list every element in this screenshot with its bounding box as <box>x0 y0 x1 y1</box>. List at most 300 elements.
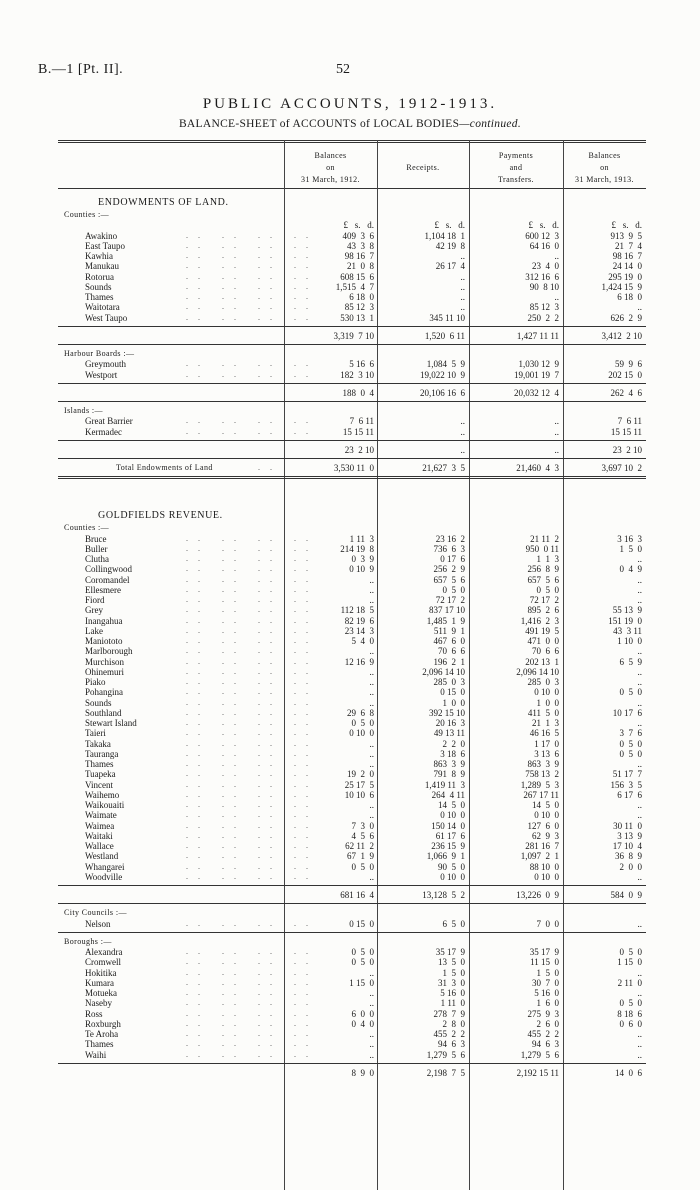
payments-cell: 70 6 6 <box>532 646 559 657</box>
balance-1912-cell: .. <box>369 584 374 595</box>
payments-cell: 72 17 2 <box>529 595 559 605</box>
balance-1913-cell: 17 10 4 <box>612 841 642 851</box>
balance-1912-cell: 0 5 0 <box>351 718 374 728</box>
leader-dots: .. .. .. .. <box>186 1049 318 1059</box>
leader-dots: .. .. .. .. <box>186 977 318 987</box>
row-label: Nelson <box>85 918 111 929</box>
receipts-cell: 0 5 0 <box>442 584 465 595</box>
row-label: Buller <box>85 543 108 554</box>
receipts-cell: 31 3 0 <box>438 977 465 988</box>
table-row <box>58 687 646 697</box>
row-label: Woodville <box>85 871 123 882</box>
leader-dots: .. .. .. .. <box>186 646 318 656</box>
payments-cell: 0 10 0 <box>534 871 559 882</box>
group-heading <box>58 937 646 947</box>
balance-1913-cell: .. <box>637 302 642 313</box>
balance-1913-cell: .. <box>637 554 642 564</box>
receipts-cell: 278 7 9 <box>433 1008 465 1019</box>
balance-1912-cell: 15 15 11 <box>342 426 374 437</box>
section-heading <box>58 198 646 208</box>
balance-1912-cell: 0 15 0 <box>349 918 374 929</box>
column-header-line: Receipts. <box>406 163 440 172</box>
payments-cell: 275 9 3 <box>527 1008 559 1019</box>
balance-1913-cell: 3 13 9 <box>617 830 642 841</box>
row-label: Counties :— <box>64 210 110 219</box>
row-label: Stewart Island <box>85 718 137 728</box>
row-label: Kermadec <box>85 426 122 437</box>
payments-cell: 267 17 11 <box>523 789 559 800</box>
payments-cell: .. <box>554 416 559 427</box>
row-label: Waihi <box>85 1049 107 1060</box>
leader-dots: .. .. .. .. <box>186 281 318 291</box>
row-rule <box>58 1063 646 1064</box>
page-subtitle <box>0 118 700 130</box>
receipts-cell: 2 2 0 <box>442 738 465 749</box>
table-row <box>58 292 646 302</box>
balance-1912-cell: .. <box>369 646 374 657</box>
receipts-cell: 72 17 2 <box>435 595 465 605</box>
balance-1913-cell: 584 0 9 <box>610 890 642 900</box>
balance-1913-cell: 0 5 0 <box>619 687 642 698</box>
leader-dots: .. .. .. .. <box>186 810 318 820</box>
balance-1912-cell: .. <box>369 738 374 749</box>
receipts-cell: 736 6 3 <box>433 543 465 554</box>
balance-1913-cell: 913 9 5 <box>610 230 642 241</box>
balance-1913-cell: .. <box>637 800 642 810</box>
balance-1912-cell: 0 3 9 <box>351 554 374 564</box>
balance-1913-cell: 51 17 7 <box>612 769 642 780</box>
row-label: Great Barrier <box>85 416 133 427</box>
table-row <box>58 251 646 261</box>
receipts-cell: 837 17 10 <box>429 605 465 616</box>
leader-dots: .. .. .. .. <box>186 564 318 574</box>
column-header-line: 31 March, 1913. <box>575 175 634 184</box>
column-header-line: Transfers. <box>498 175 534 184</box>
table-row <box>58 968 646 978</box>
row-label: Alexandra <box>85 947 123 957</box>
table-row <box>58 728 646 738</box>
balance-1912-cell: 82 19 6 <box>344 615 374 626</box>
receipts-cell: 13,128 5 2 <box>422 890 465 900</box>
payments-cell: 2,192 15 11 <box>516 1067 559 1078</box>
leader-dots: .. .. .. .. <box>186 416 318 426</box>
receipts-cell: .. <box>460 416 465 427</box>
row-rule <box>58 401 646 402</box>
balance-1913-cell: 3,697 10 2 <box>601 463 642 473</box>
receipts-cell: 21,627 3 5 <box>422 463 465 473</box>
row-label: Total Endowments of Land <box>116 463 213 472</box>
leader-dots: .. .. .. .. <box>186 871 318 881</box>
receipts-cell: 455 2 2 <box>433 1029 465 1039</box>
table-row <box>58 231 646 241</box>
leader-dots: .. .. .. .. <box>186 251 318 260</box>
row-label: Boroughs :— <box>64 936 112 946</box>
balance-1912-cell: .. <box>369 1049 374 1060</box>
row-label: GOLDFIELDS REVENUE. <box>98 510 223 522</box>
leader-dots: .. .. .. .. <box>186 533 318 543</box>
table-row <box>58 416 646 426</box>
page-title: PUBLIC ACCOUNTS, 1912-1913. <box>202 96 498 112</box>
row-label: Waikouaiti <box>85 800 125 810</box>
receipts-cell: 19,022 10 9 <box>420 369 465 380</box>
receipts-cell: 70 6 6 <box>438 646 465 657</box>
row-label: Waimea <box>85 820 115 831</box>
table-row <box>58 261 646 271</box>
table-row <box>58 790 646 800</box>
leader-dots: .. .. .. .. <box>186 957 318 967</box>
subtotal-row <box>58 890 646 900</box>
group-heading <box>58 908 646 918</box>
receipts-cell: .. <box>460 292 465 302</box>
payments-cell: 312 16 6 <box>525 271 559 282</box>
row-rule <box>58 326 646 327</box>
balance-1912-cell: 182 3 10 <box>340 369 374 380</box>
row-label: Manukau <box>85 261 119 272</box>
payments-cell: 21 1 3 <box>532 718 559 728</box>
balance-1913-cell: 3,412 2 10 <box>601 330 642 341</box>
row-label: Kawhia <box>85 251 113 261</box>
payments-cell: 2,096 14 10 <box>516 666 559 677</box>
table-row <box>58 800 646 810</box>
balance-1913-cell: .. <box>637 759 642 769</box>
balance-1912-cell: 0 5 0 <box>351 947 374 957</box>
row-label: Thames <box>85 1039 114 1050</box>
table-row <box>58 810 646 820</box>
balance-1913-cell: 0 4 9 <box>619 564 642 575</box>
row-label: Tauranga <box>85 748 119 759</box>
balance-1912-cell: .. <box>369 574 374 585</box>
balance-1913-cell: 3 16 3 <box>617 533 642 544</box>
payments-cell: 127 6 0 <box>527 820 559 831</box>
leader-dots: .. .. .. .. <box>186 748 318 758</box>
payments-cell: 30 7 0 <box>532 977 559 988</box>
payments-cell: 863 3 9 <box>527 759 559 769</box>
balance-1913-cell: 1,424 15 9 <box>601 281 642 292</box>
receipts-cell: 150 14 0 <box>431 820 465 831</box>
table-row <box>58 739 646 749</box>
row-label: Pohangina <box>85 687 123 698</box>
table-row <box>58 759 646 769</box>
receipts-cell: 511 9 1 <box>433 625 465 636</box>
payments-cell: 895 2 6 <box>527 605 559 616</box>
leader-dots: .. .. .. .. <box>186 543 318 553</box>
leader-dots: .. .. .. .. <box>186 595 318 604</box>
balance-1912-cell: .. <box>369 998 374 1009</box>
row-rule <box>58 440 646 441</box>
balance-1913-cell: .. <box>637 967 642 978</box>
table-row <box>58 595 646 605</box>
balance-1912-cell: .. <box>369 1039 374 1050</box>
balance-1913-cell: 10 17 6 <box>612 707 642 718</box>
column-header-line: and <box>509 163 523 172</box>
leader-dots: .. .. .. .. <box>186 230 318 240</box>
receipts-cell: 49 13 11 <box>433 728 465 739</box>
row-label: Motueka <box>85 988 117 998</box>
payments-cell: 19,001 19 7 <box>514 369 559 380</box>
row-label: Southland <box>85 707 122 718</box>
leader-dots: .. .. .. .. <box>186 615 318 625</box>
table-row <box>58 821 646 831</box>
table-row <box>58 1029 646 1039</box>
receipts-cell: 1,084 5 9 <box>426 359 465 370</box>
row-label: Waimate <box>85 810 117 821</box>
payments-cell: 471 0 0 <box>527 636 559 646</box>
row-rule <box>58 903 646 904</box>
column-header-line: Balances <box>588 151 621 160</box>
balance-1913-cell: .. <box>637 1029 642 1039</box>
row-label: Sounds <box>85 281 112 292</box>
balance-1912-cell: 19 2 0 <box>347 769 374 780</box>
receipts-cell: 1,104 18 1 <box>424 230 465 241</box>
receipts-cell: 0 10 0 <box>440 810 465 821</box>
row-label: Thames <box>85 759 114 769</box>
table-row <box>58 718 646 728</box>
payments-cell: 0 10 0 <box>534 810 559 821</box>
balance-1913-cell: 2 0 0 <box>619 861 642 872</box>
row-label: Tuapeka <box>85 769 116 780</box>
balance-1913-cell: £ s. d. <box>611 220 642 231</box>
payments-cell: 600 12 3 <box>525 230 559 241</box>
row-rule <box>58 885 646 886</box>
balance-1913-cell: 24 14 0 <box>612 261 642 272</box>
balance-1913-cell: .. <box>637 584 642 595</box>
balance-1913-cell: .. <box>637 1049 642 1060</box>
balance-1912-cell: 1 15 0 <box>349 977 374 988</box>
balance-1912-cell: 5 16 6 <box>349 359 374 370</box>
subtotal-row <box>58 1068 646 1078</box>
leader-dots: .. .. .. .. <box>186 830 318 840</box>
receipts-cell: 0 17 6 <box>440 554 465 564</box>
receipts-cell: 863 3 9 <box>433 759 465 769</box>
table-row <box>58 359 646 369</box>
payments-cell: 1 5 0 <box>536 967 559 978</box>
row-label: Wallace <box>85 841 114 851</box>
balance-1912-cell: 23 2 10 <box>344 444 374 455</box>
balance-1912-cell: 3,319 7 10 <box>333 330 374 341</box>
row-rule <box>58 383 646 384</box>
table-row <box>58 575 646 585</box>
leader-dots: .. .. .. .. <box>186 967 318 977</box>
row-label: Waitaki <box>85 830 113 841</box>
leader-dots: .. .. .. .. <box>186 625 318 635</box>
balance-1913-cell: .. <box>637 574 642 585</box>
payments-cell: 281 16 7 <box>525 841 559 851</box>
row-label: Clutha <box>85 554 109 564</box>
balance-1913-cell: 2 11 0 <box>617 977 642 988</box>
balance-1912-cell: 214 19 8 <box>340 543 374 554</box>
leader-dots: .. .. .. .. <box>186 697 318 707</box>
payments-cell: 11 15 0 <box>530 957 559 968</box>
leader-dots: .. .. .. .. <box>186 820 318 830</box>
page-number: 52 <box>336 62 350 77</box>
payments-cell: 64 16 0 <box>529 240 559 251</box>
column-header-line: on <box>600 163 609 172</box>
payments-cell: 5 16 0 <box>534 988 559 998</box>
table-row <box>58 657 646 667</box>
table-row <box>58 427 646 437</box>
balance-1913-cell: .. <box>637 988 642 998</box>
table-row <box>58 872 646 882</box>
row-label: Greymouth <box>85 359 126 370</box>
leader-dots: .. <box>258 463 282 472</box>
row-label: Westport <box>85 369 118 380</box>
balance-1912-cell: .. <box>369 800 374 810</box>
balance-1913-cell: 43 3 11 <box>613 625 642 636</box>
row-label: Ohinemuri <box>85 666 124 677</box>
payments-cell: 0 5 0 <box>536 584 559 595</box>
leader-dots: .. .. .. .. <box>186 574 318 584</box>
table-row <box>58 282 646 292</box>
leader-dots: .. .. .. .. <box>186 687 318 697</box>
leader-dots: .. .. .. .. <box>186 789 318 799</box>
receipts-cell: 90 5 0 <box>438 861 465 872</box>
row-label: Sounds <box>85 697 112 708</box>
column-header-line: on <box>326 163 335 172</box>
group-heading <box>58 406 646 416</box>
balance-1912-cell: .. <box>369 748 374 759</box>
receipts-cell: 256 2 9 <box>433 564 465 575</box>
receipts-cell: 5 16 0 <box>440 988 465 998</box>
balance-1912-cell: 188 0 4 <box>342 387 374 398</box>
balance-1913-cell: .. <box>637 666 642 677</box>
balance-1913-cell: 36 8 9 <box>615 851 642 862</box>
leader-dots: .. .. .. .. <box>186 998 318 1008</box>
leader-dots: .. .. .. .. <box>186 240 318 250</box>
receipts-cell: 13 5 0 <box>438 957 465 968</box>
row-label: Maniototo <box>85 636 123 646</box>
balance-1912-cell: 0 5 0 <box>351 861 374 872</box>
receipts-cell: 657 5 6 <box>433 574 465 585</box>
receipts-cell: 285 0 3 <box>433 677 465 687</box>
leader-dots: .. .. .. .. <box>186 718 318 727</box>
row-label: Taieri <box>85 728 106 739</box>
balance-1912-cell: 5 4 0 <box>351 636 374 646</box>
table-row <box>58 831 646 841</box>
balance-1913-cell: .. <box>637 810 642 821</box>
payments-cell: 1 6 0 <box>536 998 559 1009</box>
payments-cell: 202 13 1 <box>525 656 559 667</box>
receipts-cell: 2 8 0 <box>442 1018 465 1029</box>
table-row <box>58 564 646 574</box>
leader-dots: .. .. .. .. <box>186 769 318 779</box>
balance-1912-cell: 21 0 8 <box>347 261 374 272</box>
balance-1912-cell: 62 11 2 <box>345 841 374 851</box>
balance-1913-cell: 14 0 6 <box>615 1067 642 1078</box>
balance-1912-cell: 12 16 9 <box>344 656 374 667</box>
row-rule <box>58 458 646 459</box>
balance-1913-cell: 8 18 6 <box>617 1008 642 1019</box>
balance-1913-cell: 3 7 6 <box>619 728 642 739</box>
payments-cell: .. <box>554 292 559 302</box>
leader-dots: .. .. .. .. <box>186 1008 318 1018</box>
group-heading <box>58 523 646 533</box>
row-label: Waitotara <box>85 302 120 313</box>
group-heading <box>58 349 646 359</box>
receipts-cell: 1,419 11 3 <box>424 779 465 790</box>
balance-1912-cell: .. <box>369 871 374 882</box>
payments-cell: 35 17 9 <box>529 947 559 957</box>
balance-1912-cell: £ s. d. <box>343 220 374 231</box>
payments-cell: 1 0 0 <box>536 697 559 708</box>
payments-cell: 758 13 2 <box>525 769 559 780</box>
receipts-cell: 264 4 11 <box>431 789 465 800</box>
payments-cell: £ s. d. <box>528 220 559 231</box>
row-label: Rotorua <box>85 271 114 282</box>
row-rule <box>58 344 646 345</box>
row-label: Cromwell <box>85 957 121 968</box>
row-label: Westland <box>85 851 119 862</box>
payments-cell: 0 10 0 <box>534 687 559 698</box>
leader-dots: .. .. .. .. <box>186 656 318 666</box>
payments-cell: 88 10 0 <box>529 861 559 872</box>
table-row <box>58 947 646 957</box>
row-label: Collingwood <box>85 564 133 575</box>
payments-cell: 1,030 12 9 <box>518 359 559 370</box>
receipts-cell: .. <box>460 426 465 437</box>
balance-1912-cell: .. <box>369 666 374 677</box>
leader-dots: .. .. .. .. <box>186 707 318 717</box>
leader-dots: .. .. .. .. <box>186 800 318 809</box>
column-header-line: Payments <box>498 151 534 160</box>
table-row <box>58 698 646 708</box>
balance-1913-cell: 0 5 0 <box>619 998 642 1009</box>
receipts-cell: 1,485 1 9 <box>426 615 465 626</box>
payments-cell: 950 0 11 <box>525 543 559 554</box>
row-label: Hokitika <box>85 967 117 978</box>
table-row <box>58 988 646 998</box>
payments-cell: 491 19 5 <box>525 625 559 636</box>
balance-1912-cell: .. <box>369 697 374 708</box>
payments-cell: 90 8 10 <box>529 281 559 292</box>
row-label: Vincent <box>85 779 113 790</box>
balance-1913-cell: 295 19 0 <box>608 271 642 282</box>
receipts-cell: 14 5 0 <box>438 800 465 810</box>
balance-1913-cell: 0 5 0 <box>619 738 642 749</box>
row-label: Coromandel <box>85 574 130 585</box>
receipts-cell: .. <box>460 271 465 282</box>
table-row <box>58 780 646 790</box>
leader-dots: .. .. .. .. <box>186 728 318 738</box>
table-row <box>58 241 646 251</box>
column-header-balances-1912 <box>284 150 377 186</box>
payments-cell: 1,279 5 6 <box>520 1049 559 1060</box>
row-label: Murchison <box>85 656 124 667</box>
payments-cell: 46 16 5 <box>529 728 559 739</box>
payments-cell: 21,460 4 3 <box>516 463 559 473</box>
payments-cell: 13,226 0 9 <box>516 890 559 900</box>
leader-dots: .. .. .. .. <box>186 759 318 768</box>
balance-1913-cell: 6 17 6 <box>617 789 642 800</box>
receipts-cell: 23 16 2 <box>435 533 465 544</box>
balance-1913-cell: 626 2 9 <box>610 312 642 323</box>
balance-1912-cell: .. <box>369 988 374 998</box>
row-label: Piako <box>85 677 106 687</box>
balance-1913-cell: 6 18 0 <box>617 292 642 302</box>
balance-1912-cell: 0 10 0 <box>349 728 374 739</box>
balance-1912-cell: 530 13 1 <box>340 312 374 323</box>
leader-dots: .. .. .. .. <box>186 302 318 312</box>
leader-dots: .. .. .. .. <box>186 677 318 686</box>
table-row <box>58 862 646 872</box>
column-header-balances-1913 <box>563 150 646 186</box>
table-row <box>58 841 646 851</box>
receipts-cell: .. <box>460 281 465 292</box>
leader-dots: .. .. .. .. <box>186 1039 318 1049</box>
table-row <box>58 919 646 929</box>
balance-1912-cell: 10 10 6 <box>344 789 374 800</box>
receipts-cell: 236 15 9 <box>431 841 465 851</box>
row-label: Waihemo <box>85 789 120 800</box>
